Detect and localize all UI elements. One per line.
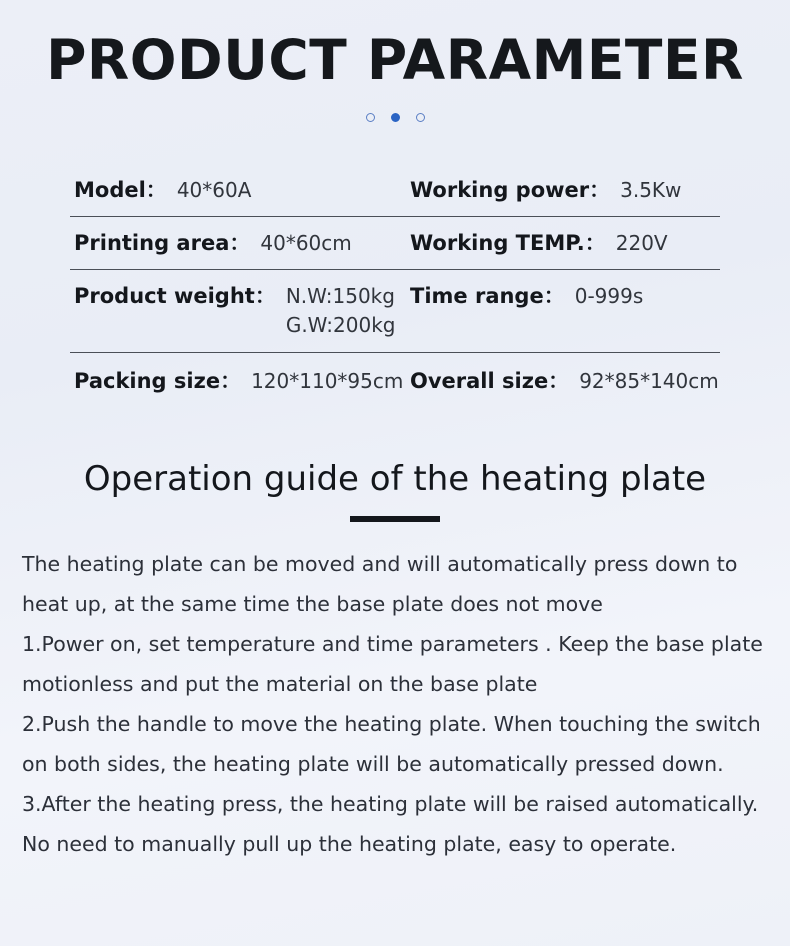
guide-paragraph-intro: The heating plate can be moved and will automatically press down to heat up, at the same time the base plate does not move	[22, 551, 738, 616]
spec-value-working-temp: 220V	[615, 230, 668, 255]
spec-value-printing-area: 40*60cm	[260, 230, 352, 255]
table-row	[70, 353, 720, 407]
spec-label-working-power: Working power：	[410, 177, 611, 202]
spec-cell-printing-area	[70, 227, 410, 257]
spec-value-model: 40*60A	[176, 177, 252, 202]
table-row	[70, 217, 720, 270]
guide-heading: Operation guide of the heating plate	[83, 458, 707, 499]
spec-label-packing-size: Packing size：	[74, 368, 242, 393]
spec-cell-time-range	[410, 280, 720, 310]
spec-cell-model	[70, 174, 410, 204]
table-row	[70, 270, 720, 353]
guide-paragraph-step-2: 2.Push the handle to move the heating plate. When touching the switch on both sides, the heating plate will be automatically pressed down.	[22, 711, 761, 776]
spec-cell-working-power	[410, 174, 720, 204]
guide-body	[22, 544, 768, 864]
heading-divider	[350, 516, 440, 522]
spec-value-working-power: 3.5Kw	[620, 177, 682, 202]
spec-value-gross-weight: G.W:200kg	[285, 312, 396, 337]
page-title: PRODUCT PARAMETER	[46, 28, 744, 92]
spec-cell-overall-size	[410, 365, 720, 395]
guide-paragraph-step-3: 3.After the heating press, the heating plate will be raised automatically. No need to manually pull up the heating plate, easy to operate.	[22, 791, 759, 856]
spec-label-model: Model：	[74, 177, 167, 202]
carousel-dot-1[interactable]	[366, 113, 375, 122]
spec-cell-working-temp	[410, 227, 720, 257]
table-row	[70, 164, 720, 217]
spec-value-packing-size: 120*110*95cm	[251, 368, 404, 393]
spec-cell-product-weight	[70, 280, 410, 340]
specification-table	[70, 164, 720, 407]
spec-cell-packing-size	[70, 365, 410, 395]
carousel-indicator[interactable]	[0, 113, 790, 122]
spec-label-overall-size: Overall size：	[410, 368, 570, 393]
spec-label-printing-area: Printing area：	[74, 230, 251, 255]
spec-value-product-weight	[286, 282, 396, 340]
spec-value-net-weight: N.W:150kg	[285, 283, 395, 308]
carousel-dot-2[interactable]	[391, 113, 400, 122]
spec-label-time-range: Time range：	[410, 283, 565, 308]
spec-label-working-temp: Working TEMP.：	[410, 230, 606, 255]
spec-label-product-weight: Product weight：	[74, 283, 276, 308]
title-section	[0, 0, 790, 91]
spec-value-time-range: 0-999s	[574, 283, 644, 308]
guide-paragraph-step-1: 1.Power on, set temperature and time parameters . Keep the base plate motionless and put the material on the base plate	[22, 631, 763, 696]
carousel-dot-3[interactable]	[416, 113, 425, 122]
spec-value-overall-size: 92*85*140cm	[579, 368, 719, 393]
